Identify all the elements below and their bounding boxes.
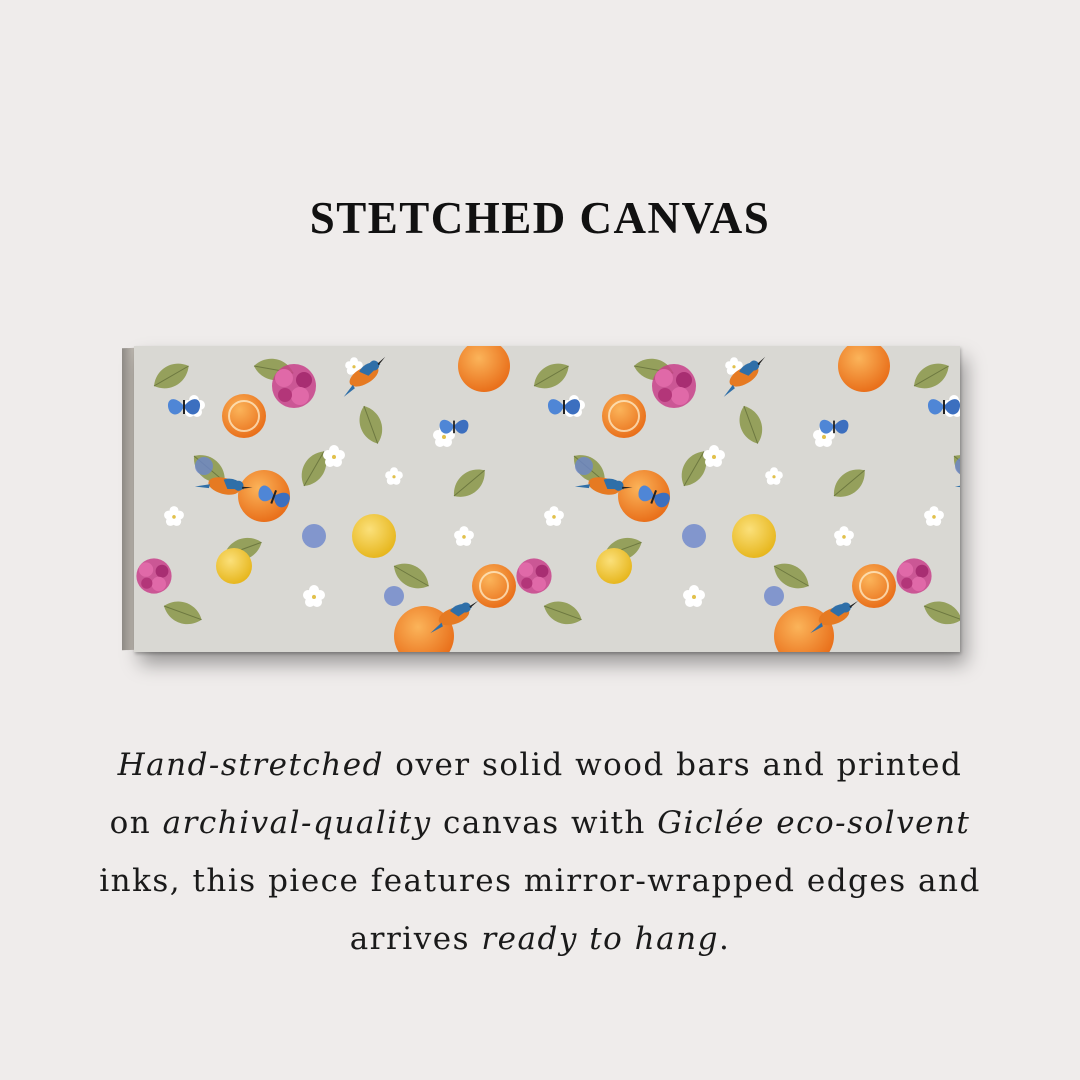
floral-pattern-image	[134, 346, 960, 652]
description-line-1	[60, 736, 1020, 794]
description-line-2	[60, 794, 1020, 852]
description-text: arrives	[349, 921, 482, 957]
emphasis-giclee: Giclée eco-solvent	[657, 805, 971, 841]
description-line-4	[60, 910, 1020, 968]
description-text: on	[109, 805, 163, 841]
product-description	[60, 736, 1020, 968]
description-text: .	[718, 921, 731, 957]
emphasis-archival-quality: archival-quality	[162, 805, 432, 841]
description-line-3: inks, this piece features mirror-wrapped edges and	[99, 863, 981, 899]
canvas-print-mockup	[122, 340, 962, 660]
canvas-artwork	[134, 346, 960, 652]
emphasis-ready-to-hang: ready to hang	[481, 921, 719, 957]
page-title: STETCHED CANVAS	[309, 193, 771, 243]
description-text: canvas with	[431, 805, 658, 841]
description-text: over solid wood bars and printed	[383, 747, 963, 783]
emphasis-hand-stretched: Hand-stretched	[117, 747, 384, 783]
